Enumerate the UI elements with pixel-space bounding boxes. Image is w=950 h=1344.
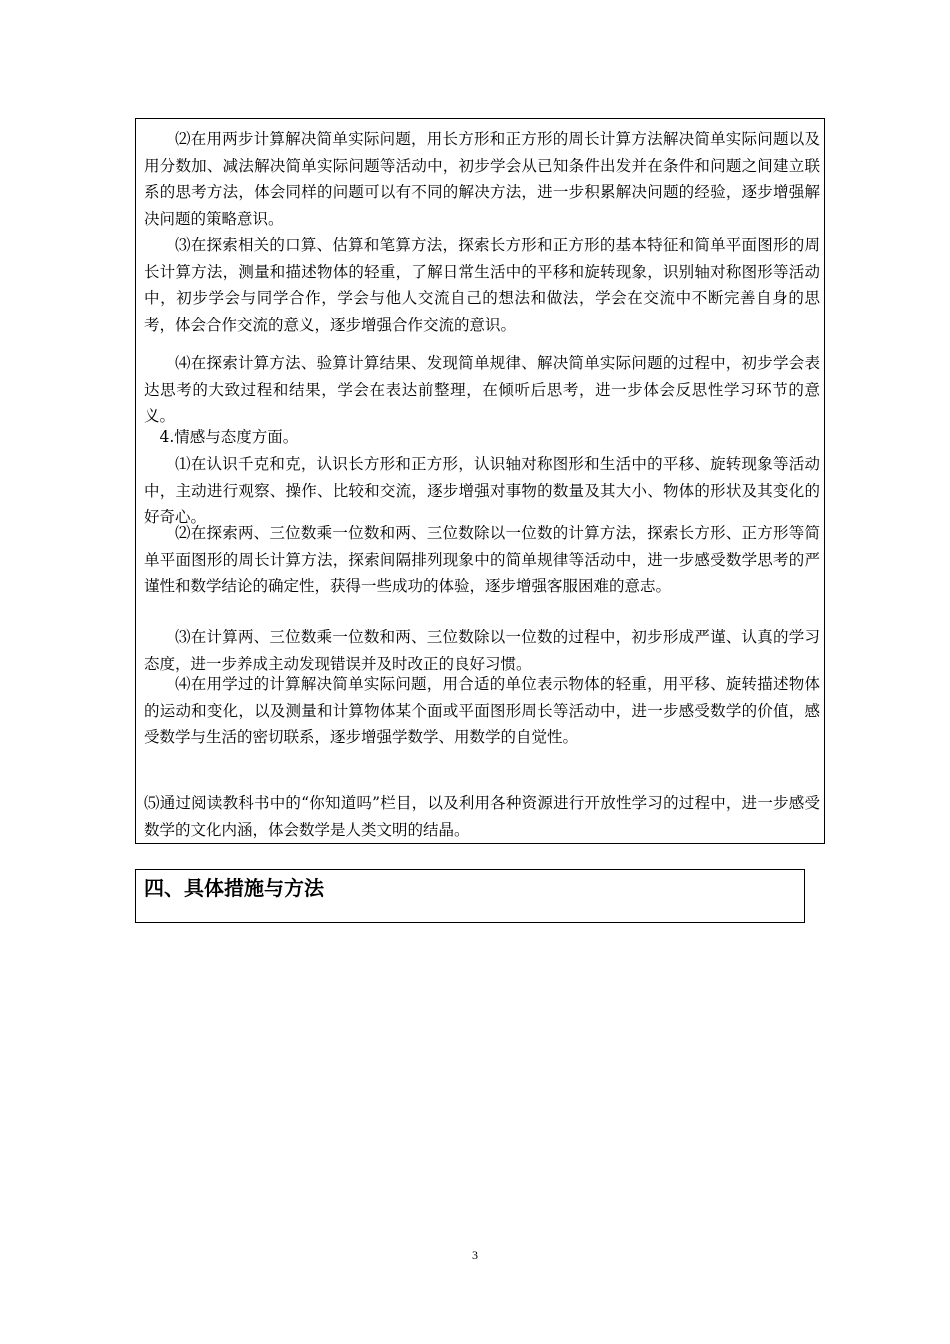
paragraph-3-cooperation: ⑶在探索相关的口算、估算和笔算方法，探索长方形和正方形的基本特征和简单平面图形的周长计算方法，测量和描述物体的轻重，了解日常生活中的平移和旋转现象，识别轴对称图形等活动中，初步学会与同学合作，学会与他人交流自己的想法和做法，学会在交流中不断完善自身的思考，体会合作交流的意义，逐步增强合作交流的意识。 [144, 236, 820, 334]
paragraph-1-curiosity: ⑴在认识千克和克，认识长方形和正方形，认识轴对称图形和生活中的平移、旋转现象等活动中，主动进行观察、操作、比较和交流，逐步增强对事物的数量及其大小、物体的形状及其变化的好奇心。 [144, 455, 820, 526]
page-number: 3 [472, 1248, 478, 1262]
subheading-emotion-attitude: 4.情感与态度方面。 [159, 428, 299, 446]
paragraph-2-problem-solving: ⑵在用两步计算解决简单实际问题，用长方形和正方形的周长计算方法解决简单实际问题以及用分数加、减法解决简单实际问题等活动中，初步学会从已知条件出发并在条件和问题之间建立联系的思考方法，体会同样的问题可以有不同的解决方法，进一步积累解决问题的经验，逐步增强解决问题的策略意识。 [144, 130, 820, 228]
paragraph-4-value: ⑷在用学过的计算解决简单实际问题，用合适的单位表示物体的轻重，用平移、旋转描述物体的运动和变化，以及测量和计算物体某个面或平面图形周长等活动中，进一步感受数学的价值，感受数学与生活的密切联系，逐步增强学数学、用数学的自觉性。 [144, 675, 820, 746]
paragraph-5-culture: ⑸通过阅读教科书中的“你知道吗”栏目，以及利用各种资源进行开放性学习的过程中，进一步感受数学的文化内涵，体会数学是人类文明的结晶。 [144, 794, 820, 839]
paragraph-4-reflection: ⑷在探索计算方法、验算计算结果、发现简单规律、解决简单实际问题的过程中，初步学会表达思考的大致过程和结果，学会在表达前整理，在倾听后思考，进一步体会反思性学习环节的意义。 [144, 354, 820, 425]
section-title: 四、具体措施与方法 [144, 876, 324, 900]
paragraph-2-rigor: ⑵在探索两、三位数乘一位数和两、三位数除以一位数的计算方法，探索长方形、正方形等简单平面图形的周长计算方法，探索间隔排列现象中的简单规律等活动中，进一步感受数学思考的严谨性和数学结论的确定性，获得一些成功的体验，逐步增强客服困难的意志。 [144, 524, 820, 595]
paragraph-3-attitude: ⑶在计算两、三位数乘一位数和两、三位数除以一位数的过程中，初步形成严谨、认真的学习态度，进一步养成主动发现错误并及时改正的良好习惯。 [144, 628, 820, 673]
section-box [135, 869, 805, 923]
